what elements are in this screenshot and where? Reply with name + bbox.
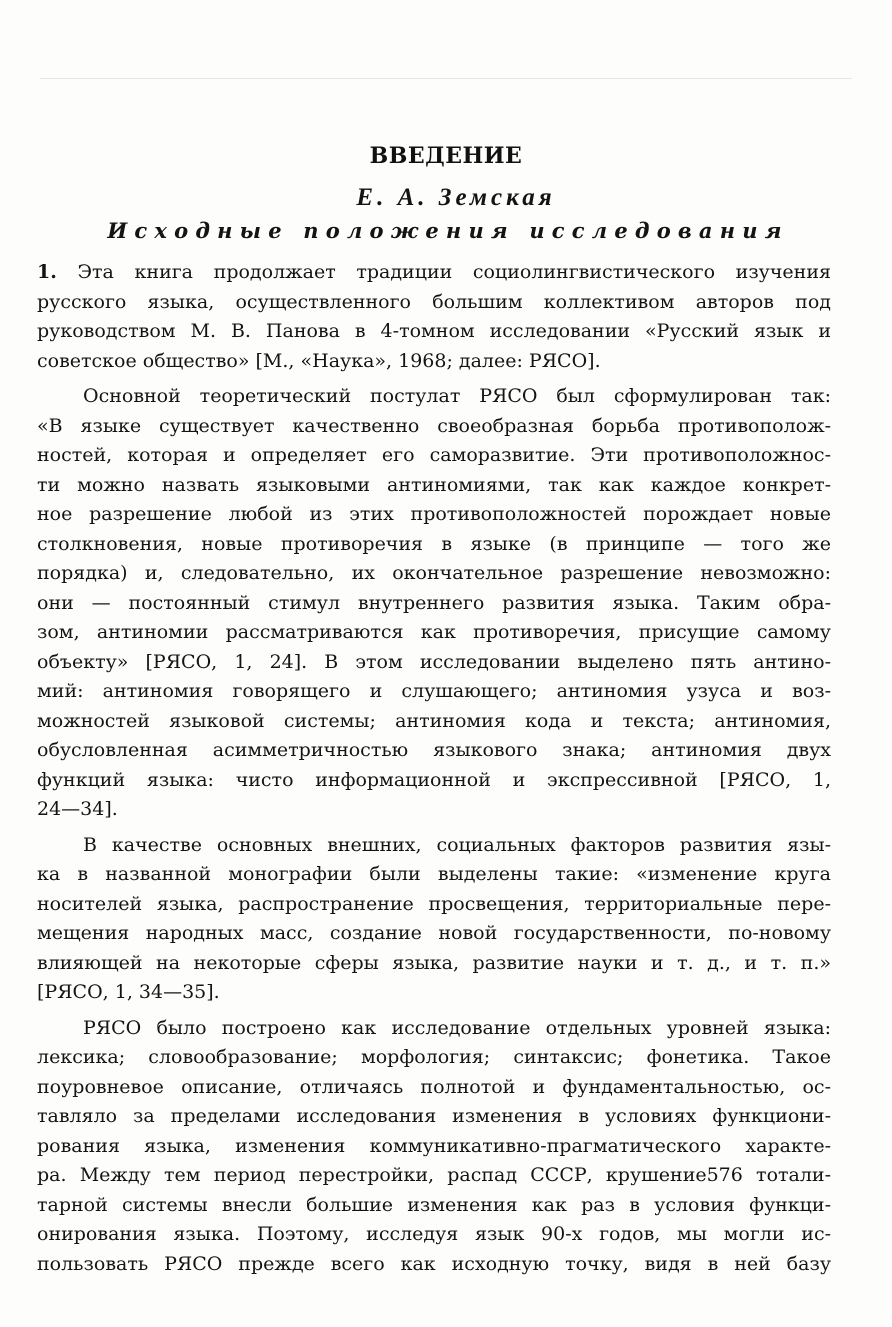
text-line: функций языка: чисто информационной и экспрессивной [РЯСО, 1, (37, 768, 831, 791)
text-line: [РЯСО, 1, 34—35]. (37, 981, 220, 1003)
text-line: они — постоянный стимул внутреннего развития языка. Таким обра- (37, 591, 831, 614)
text-line: русского языка, осуществленного большим коллективом авторов под (37, 290, 831, 313)
text-line: руководством М. В. Панова в 4-томном исследовании «Русский язык и (37, 320, 831, 342)
text-line: мий: антиномия говорящего и слушающего; антиномия узуса и воз- (37, 680, 831, 702)
text-line: объекту» [РЯСО, 1, 24]. В этом исследовании выделено пять антино- (37, 650, 831, 673)
text-line: 24—34]. (37, 798, 118, 820)
text-line: советское общество» [М., «Наука», 1968; далее: РЯСО]. (37, 349, 601, 372)
text-line: мещения народных масс, создание новой государственности, по-новому (37, 922, 831, 944)
text-line: 1. Эта книга продолжает традиции социолингвистического изучения (37, 261, 831, 283)
text-line: ра. Между тем период перестройки, распад СССР, крушение576 тотали- (37, 1164, 831, 1186)
text-line: тавляло за пределами исследования изменения в условиях функциони- (37, 1105, 831, 1127)
text-line: В качестве основных внешних, социальных факторов развития язы- (83, 833, 831, 856)
text-line: поуровневое описание, отличаясь полнотой и фундаментальностью, ос- (37, 1075, 831, 1098)
section-heading: Исходные положения исследования (107, 218, 789, 243)
text-line: порядка) и, следовательно, их окончательное разрешение невозможно: (37, 562, 831, 584)
text-line: ка в названной монографии были выделены такие: «изменение круга (37, 863, 831, 885)
body-text (37, 258, 831, 1279)
text-line: ностей, которая и определяет его саморазвитие. Эти противоположнос- (37, 444, 831, 466)
text-line: ное разрешение любой из этих противоположностей порождает новые (37, 503, 831, 525)
text-line: лексика; словообразование; морфология; синтаксис; фонетика. Такое (37, 1046, 831, 1068)
text-line: тарной системы внесли большие изменения как раз в условия функци- (37, 1193, 831, 1216)
text-line: онирования языка. Поэтому, исследуя язык 90-х годов, мы могли ис- (37, 1223, 831, 1245)
text-line: РЯСО было построено как исследование отдельных уровней языка: (83, 1016, 831, 1039)
paragraph-number: 1. (37, 261, 57, 283)
author-name: Е. А. Земская (356, 184, 556, 211)
chapter-title: ВВЕДЕНИЕ (369, 143, 523, 169)
text-line: зом, антиномии рассматриваются как противоречия, присущие самому (37, 621, 831, 643)
text-line: носителей языка, распространение просвещения, территориальные пере- (37, 892, 831, 915)
bleed-through-rule (40, 78, 852, 79)
text-line: можностей языковой системы; антиномия кода и текста; антиномия, (37, 709, 831, 732)
text-line: ти можно назвать языковыми антиномиями, так как каждое конкрет- (37, 473, 831, 496)
text-line: «В языке существует качественно своеобразная борьба противополож- (37, 414, 831, 437)
text-line: столкновения, новые противоречия в языке (в принципе — того же (37, 532, 831, 555)
text-line: влияющей на некоторые сферы языка, развитие науки и т. д., и т. п.» (37, 951, 831, 974)
text-line: рования языка, изменения коммуникативно-прагматического характе- (37, 1134, 831, 1157)
text-line: Основной теоретический постулат РЯСО был сформулирован так: (83, 385, 831, 407)
text-line: пользовать РЯСО прежде всего как исходную точку, видя в ней базу (37, 1252, 831, 1275)
text-line: обусловленная асимметричностью языкового знака; антиномия двух (37, 739, 831, 761)
